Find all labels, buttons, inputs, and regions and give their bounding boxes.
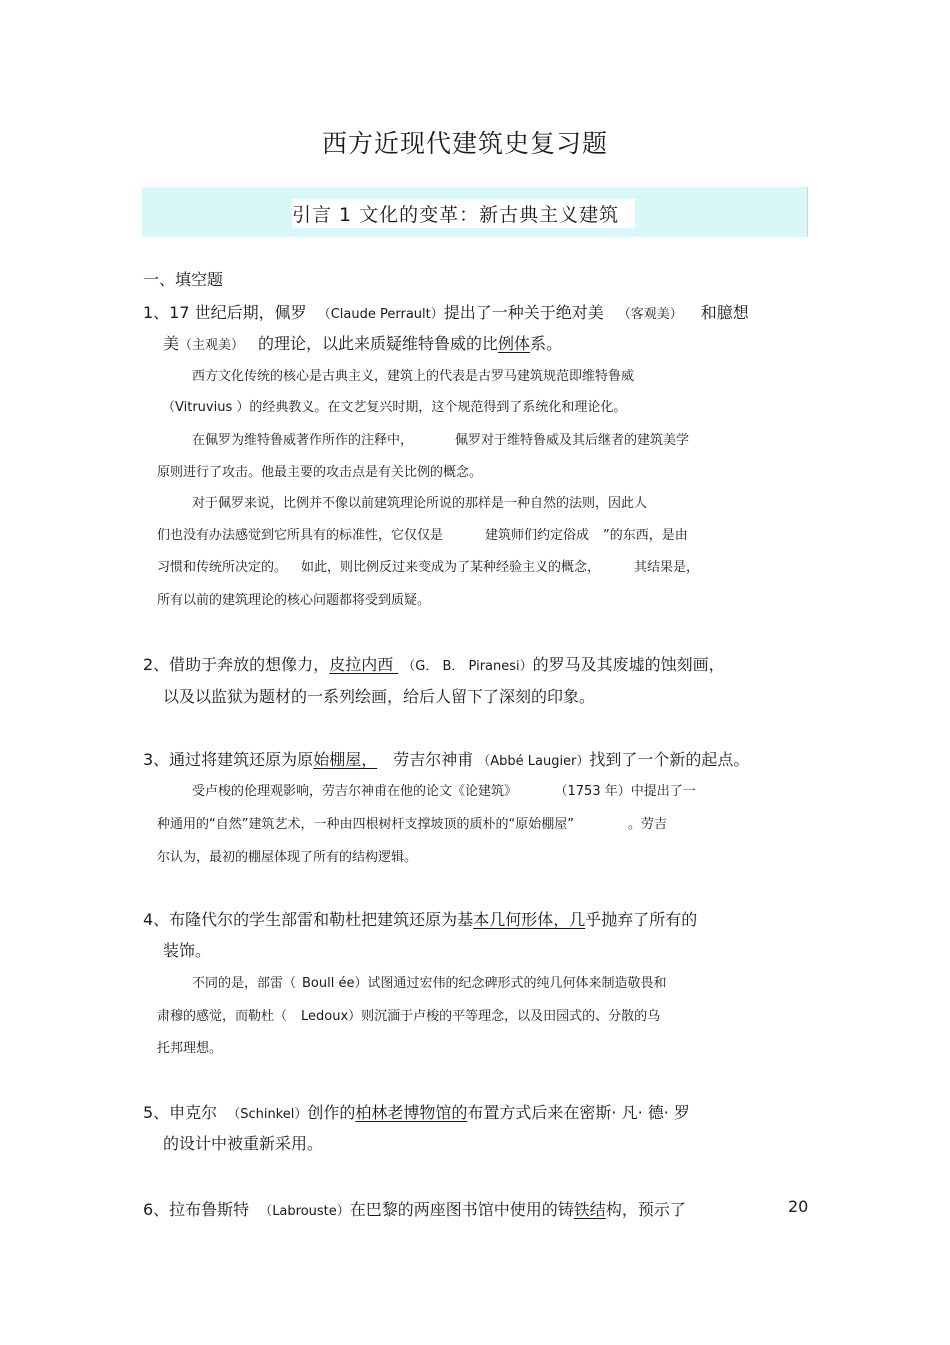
note-line: 原则进行了攻击。他最主要的攻击点是有关比例的概念。	[157, 465, 483, 480]
answer-blank: 皮拉内西	[329, 655, 399, 674]
note-line: 所有以前的建筑理论的核心问题都将受到质疑。	[157, 593, 431, 608]
note-line: 托邦理想。	[157, 1041, 223, 1056]
question-1-line-2: 美（主观美） 的理论，以此来质疑维特鲁威的比例体系。	[163, 334, 563, 353]
chapter-banner	[142, 187, 808, 237]
note-line: 习惯和传统所决定的。 如此，则比例反过来变成为了某种经验主义的概念， 其结果是，	[157, 560, 700, 575]
page-title: 西方近现代建筑史复习题	[321, 129, 608, 158]
note-line: 对于佩罗来说，比例并不像以前建筑理论所说的那样是一种自然的法则，因此人	[192, 496, 648, 511]
question-4-line-2: 装饰。	[163, 941, 212, 960]
question-4-line-1: 4、布隆代尔的学生部雷和勒杜把建筑还原为基本几何形体，几乎抛弃了所有的	[143, 910, 698, 929]
answer-blank: 例体	[498, 334, 531, 353]
question-2-line-1: 2、借助于奔放的想像力，皮拉内西 （G． B． Piranesi）的罗马及其废墟的蚀刻画，	[143, 655, 725, 674]
chapter-title: 引言 1 文化的变革：新古典主义建筑	[292, 199, 635, 228]
question-6-continuation: 20	[788, 1197, 809, 1216]
answer-blank: 铁结	[573, 1200, 606, 1219]
answer-blank: 柏林老博物馆的	[355, 1103, 468, 1122]
note-line: 在佩罗为维特鲁威著作所作的注释中， 佩罗对于维特鲁威及其后继者的建筑美学	[192, 433, 690, 448]
answer-blank: 始棚屋，	[313, 750, 378, 769]
question-6-line-1: 6、拉布鲁斯特 （Labrouste）在巴黎的两座图书馆中使用的铸铁结构，预示了	[143, 1200, 686, 1219]
note-line: 尔认为，最初的棚屋体现了所有的结构逻辑。	[157, 850, 418, 865]
question-3-line-1: 3、通过将建筑还原为原始棚屋， 劳吉尔神甫 （Abbé Laugier）找到了一个新的起点。	[143, 750, 750, 769]
note-line: 肃穆的感觉，而勒杜（ Ledoux）则沉湎于卢梭的平等理念，以及田园式的、分散的乌	[157, 1009, 661, 1024]
section-heading: 一、填空题	[143, 270, 224, 289]
note-line: 受卢梭的伦理观影响，劳吉尔神甫在他的论文《论建筑》 （1753 年）中提出了一	[192, 784, 696, 799]
note-line: 西方文化传统的核心是古典主义，建筑上的代表是古罗马建筑规范即维特鲁威	[192, 369, 635, 384]
answer-blank: 本几何形体，几	[473, 910, 586, 929]
question-5-line-1: 5、申克尔 （Schinkel）创作的柏林老博物馆的布置方式后来在密斯· 凡· 德· 罗	[143, 1103, 690, 1122]
note-line: 种通用的“自然”建筑艺术，一种由四根树杆支撑坡顶的质朴的“原始棚屋” 。劳吉	[157, 817, 667, 832]
note-line: 们也没有办法感觉到它所具有的标准性，它仅仅是 建筑师们约定俗成 ”的东西，是由	[157, 528, 688, 543]
note-line: （Vitruvius ）的经典教义。在文艺复兴时期，这个规范得到了系统化和理论化。	[162, 400, 627, 415]
question-1-line-1: 1、17 世纪后期，佩罗 （Claude Perrault）提出了一种关于绝对美 （客观美） 和臆想	[143, 303, 749, 322]
note-line: 不同的是，部雷（ Boull ée）试图通过宏伟的纪念碑形式的纯几何体来制造敬畏和	[192, 976, 667, 991]
question-5-line-2: 的设计中被重新采用。	[163, 1134, 324, 1153]
question-2-line-2: 以及以监狱为题材的一系列绘画，给后人留下了深刻的印象。	[163, 687, 596, 706]
